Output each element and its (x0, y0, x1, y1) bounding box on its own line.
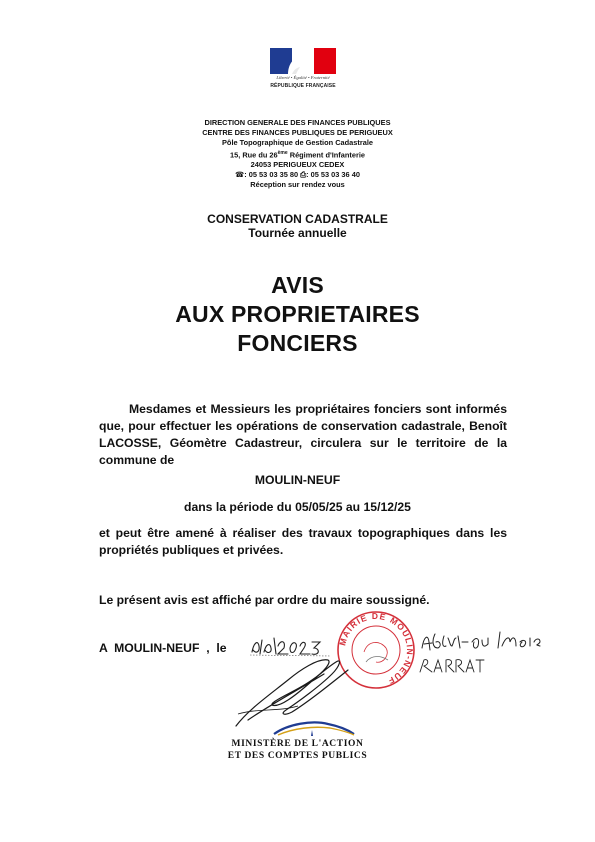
fax-icon: ⎙ (300, 170, 307, 180)
section-title: CONSERVATION CADASTRALE (207, 212, 388, 226)
fax-number: : 05 53 03 36 40 (306, 170, 360, 180)
place-line: A MOULIN-NEUF , le (99, 641, 227, 655)
ministry-line1: MINISTÈRE DE L'ACTION (231, 739, 364, 749)
phone-icon: ☎ (235, 170, 245, 180)
handwritten-signatory (418, 628, 548, 678)
paragraph-display-order: Le présent avis est affiché par ordre du maire soussigné. (99, 593, 430, 607)
commune-name: MOULIN-NEUF (254, 473, 341, 487)
motto: Liberté • Égalité • Fraternité (276, 75, 330, 80)
notice-title-line2: AUX PROPRIETAIRES (175, 301, 420, 327)
period-line: dans la période du 05/05/25 au 15/12/25 (184, 500, 411, 514)
svg-text:MAIRIE DE MOULIN-NEUF: MAIRIE DE MOULIN-NEUF (337, 610, 416, 687)
section-heading (0, 212, 595, 240)
header-block (0, 118, 595, 190)
phone-number: : 05 53 03 35 80 (244, 170, 299, 180)
header-line-city: 24053 PERIGUEUX CEDEX (250, 160, 345, 170)
notice-title-line3: FONCIERS (237, 330, 358, 356)
paragraph-intro: Mesdames et Messieurs les propriétaires fonciers sont informés que, pour effectuer les opérations de conservation cadastrale, Benoît LACOSSE, Géomètre Cadastreur, circulera sur le territoire de la commune de (99, 402, 507, 467)
header-line-contact (0, 170, 595, 180)
marianne-logo (268, 48, 338, 92)
ministry-emblem-icon (268, 718, 358, 736)
notice-title-line1: AVIS (271, 272, 324, 298)
header-line-centre: CENTRE DES FINANCES PUBLIQUES DE PERIGUEUX (202, 128, 393, 137)
header-line-pole: Pôle Topographique de Gestion Cadastrale (222, 138, 373, 147)
republic-label: RÉPUBLIQUE FRANÇAISE (270, 83, 336, 89)
header-line-address: 15, Rue du 26ème Régiment d'Infanterie (230, 150, 365, 160)
header-line-reception: Réception sur rendez vous (250, 180, 345, 190)
ministry-line2: ET DES COMPTES PUBLICS (227, 751, 368, 761)
ministry-footer (0, 738, 595, 762)
section-subtitle: Tournée annuelle (248, 226, 347, 240)
header-line-dgfip: DIRECTION GENERALE DES FINANCES PUBLIQUES (204, 118, 391, 127)
tricolor-flag-icon (270, 48, 336, 74)
notice-title (0, 271, 595, 358)
paragraph-works: et peut être amené à réaliser des travaux topographiques dans les propriétés publiques et privées. (99, 526, 507, 557)
